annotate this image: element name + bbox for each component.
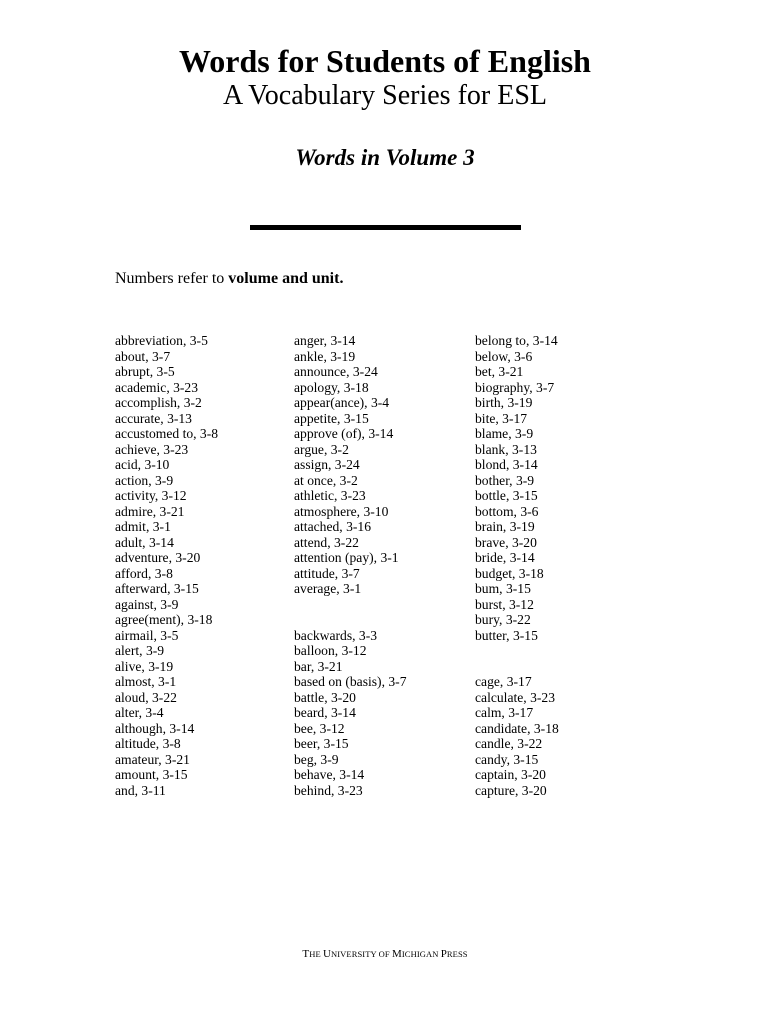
intro-note: [115, 268, 343, 290]
word-entry: captain, 3-20: [475, 767, 546, 782]
word-entry: accustomed to, 3-8: [115, 426, 219, 441]
word-entry: bee, 3-12: [294, 720, 345, 736]
word-entry: and, 3-11: [115, 782, 166, 798]
word-entry: amateur, 3-21: [115, 751, 190, 767]
word-entry: against, 3-9: [115, 596, 179, 612]
word-entry: altitude, 3-8: [115, 736, 181, 751]
word-column-2: [294, 333, 407, 798]
word-entry: afford, 3-8: [115, 565, 173, 581]
word-entry: adult, 3-14: [115, 534, 174, 550]
word-column-3: [475, 333, 559, 798]
section-gap: [294, 597, 407, 628]
word-entry: calm, 3-17: [475, 705, 534, 720]
word-entry: bury, 3-22: [475, 612, 531, 627]
word-entry: attitude, 3-7: [294, 565, 360, 581]
word-entry: announce, 3-24: [294, 364, 378, 379]
word-entry: beg, 3-9: [294, 751, 339, 767]
section-gap: [475, 643, 559, 674]
word-entry: agree(ment), 3-18: [115, 612, 213, 627]
word-entry: approve (of), 3-14: [294, 426, 394, 441]
footer-initial: U: [322, 948, 332, 960]
word-entry: attention (pay), 3-1: [294, 550, 399, 565]
word-entry: activity, 3-12: [115, 488, 187, 503]
footer-initial: T: [302, 948, 310, 960]
footer-smallcaps: ICHIGAN: [401, 949, 441, 959]
word-entry: attached, 3-16: [294, 519, 371, 534]
word-entry: at once, 3-2: [294, 472, 358, 488]
word-entry: behind, 3-23: [294, 782, 363, 798]
word-entry: appear(ance), 3-4: [294, 395, 390, 410]
word-entry: bar, 3-21: [294, 658, 343, 674]
word-entry: candle, 3-22: [475, 736, 543, 751]
word-entry: apology, 3-18: [294, 379, 369, 395]
word-entry: accomplish, 3-2: [115, 395, 202, 410]
word-entry: appetite, 3-15: [294, 410, 369, 426]
document-title: Words for Students of English: [179, 43, 591, 79]
volume-heading: Words in Volume 3: [295, 145, 475, 170]
word-entry: butter, 3-15: [475, 627, 538, 643]
word-entry: alive, 3-19: [115, 658, 174, 674]
word-entry: calculate, 3-23: [475, 689, 556, 705]
footer-initial: P: [440, 948, 447, 960]
word-entry: abbreviation, 3-5: [115, 333, 208, 348]
word-entry: backwards, 3-3: [294, 627, 378, 643]
word-entry: biography, 3-7: [475, 379, 555, 395]
word-column-1: [115, 333, 218, 798]
word-entry: blame, 3-9: [475, 426, 534, 441]
word-entry: abrupt, 3-5: [115, 364, 175, 379]
word-entry: bottle, 3-15: [475, 488, 538, 503]
word-entry: candidate, 3-18: [475, 720, 559, 736]
word-entry: bother, 3-9: [475, 472, 535, 488]
word-entry: blank, 3-13: [475, 441, 537, 457]
word-entry: balloon, 3-12: [294, 643, 367, 658]
intro-emphasis: volume and unit.: [228, 270, 344, 287]
word-entry: athletic, 3-23: [294, 488, 366, 503]
word-entry: about, 3-7: [115, 348, 171, 364]
word-entry: bum, 3-15: [475, 581, 531, 596]
footer-smallcaps: HE: [309, 949, 323, 959]
word-entry: brain, 3-19: [475, 519, 535, 534]
word-entry: assign, 3-24: [294, 457, 360, 472]
horizontal-rule: [250, 225, 521, 230]
document-subtitle: A Vocabulary Series for ESL: [222, 80, 548, 111]
word-entry: belong to, 3-14: [475, 333, 558, 348]
word-entry: adventure, 3-20: [115, 550, 201, 565]
word-entry: candy, 3-15: [475, 751, 539, 767]
word-entry: alert, 3-9: [115, 643, 165, 658]
word-entry: bet, 3-21: [475, 364, 524, 379]
word-entry: academic, 3-23: [115, 379, 199, 395]
word-entry: below, 3-6: [475, 348, 533, 364]
word-entry: argue, 3-2: [294, 441, 349, 457]
publisher-footer: [0, 947, 768, 961]
word-entry: average, 3-1: [294, 581, 362, 596]
word-entry: based on (basis), 3-7: [294, 674, 407, 689]
word-entry: attend, 3-22: [294, 534, 359, 550]
word-entry: alter, 3-4: [115, 705, 164, 720]
footer-smallcaps: RESS: [446, 949, 468, 959]
word-entry: bride, 3-14: [475, 550, 535, 565]
word-entry: anger, 3-14: [294, 333, 356, 348]
word-entry: acid, 3-10: [115, 457, 170, 472]
word-entry: airmail, 3-5: [115, 627, 179, 643]
word-entry: brave, 3-20: [475, 534, 537, 550]
word-entry: battle, 3-20: [294, 689, 356, 705]
word-entry: although, 3-14: [115, 720, 195, 736]
word-entry: action, 3-9: [115, 472, 174, 488]
footer-smallcaps: NIVERSITY OF: [331, 949, 392, 959]
word-entry: achieve, 3-23: [115, 441, 189, 457]
word-entry: afterward, 3-15: [115, 581, 199, 596]
word-entry: blond, 3-14: [475, 457, 538, 472]
word-entry: beer, 3-15: [294, 736, 349, 751]
word-entry: ankle, 3-19: [294, 348, 356, 364]
word-entry: admit, 3-1: [115, 519, 171, 534]
word-entry: capture, 3-20: [475, 782, 547, 798]
word-entry: almost, 3-1: [115, 674, 177, 689]
word-entry: accurate, 3-13: [115, 410, 192, 426]
word-entry: amount, 3-15: [115, 767, 188, 782]
word-entry: birth, 3-19: [475, 395, 533, 410]
word-entry: budget, 3-18: [475, 565, 544, 581]
word-entry: aloud, 3-22: [115, 689, 177, 705]
word-entry: beard, 3-14: [294, 705, 356, 720]
word-entry: bottom, 3-6: [475, 503, 539, 519]
word-entry: bite, 3-17: [475, 410, 528, 426]
intro-text: Numbers refer to: [115, 270, 229, 287]
word-entry: behave, 3-14: [294, 767, 365, 782]
word-entry: cage, 3-17: [475, 674, 532, 689]
word-entry: atmosphere, 3-10: [294, 503, 389, 519]
word-entry: burst, 3-12: [475, 596, 534, 612]
footer-initial: M: [391, 948, 402, 960]
word-entry: admire, 3-21: [115, 503, 185, 519]
